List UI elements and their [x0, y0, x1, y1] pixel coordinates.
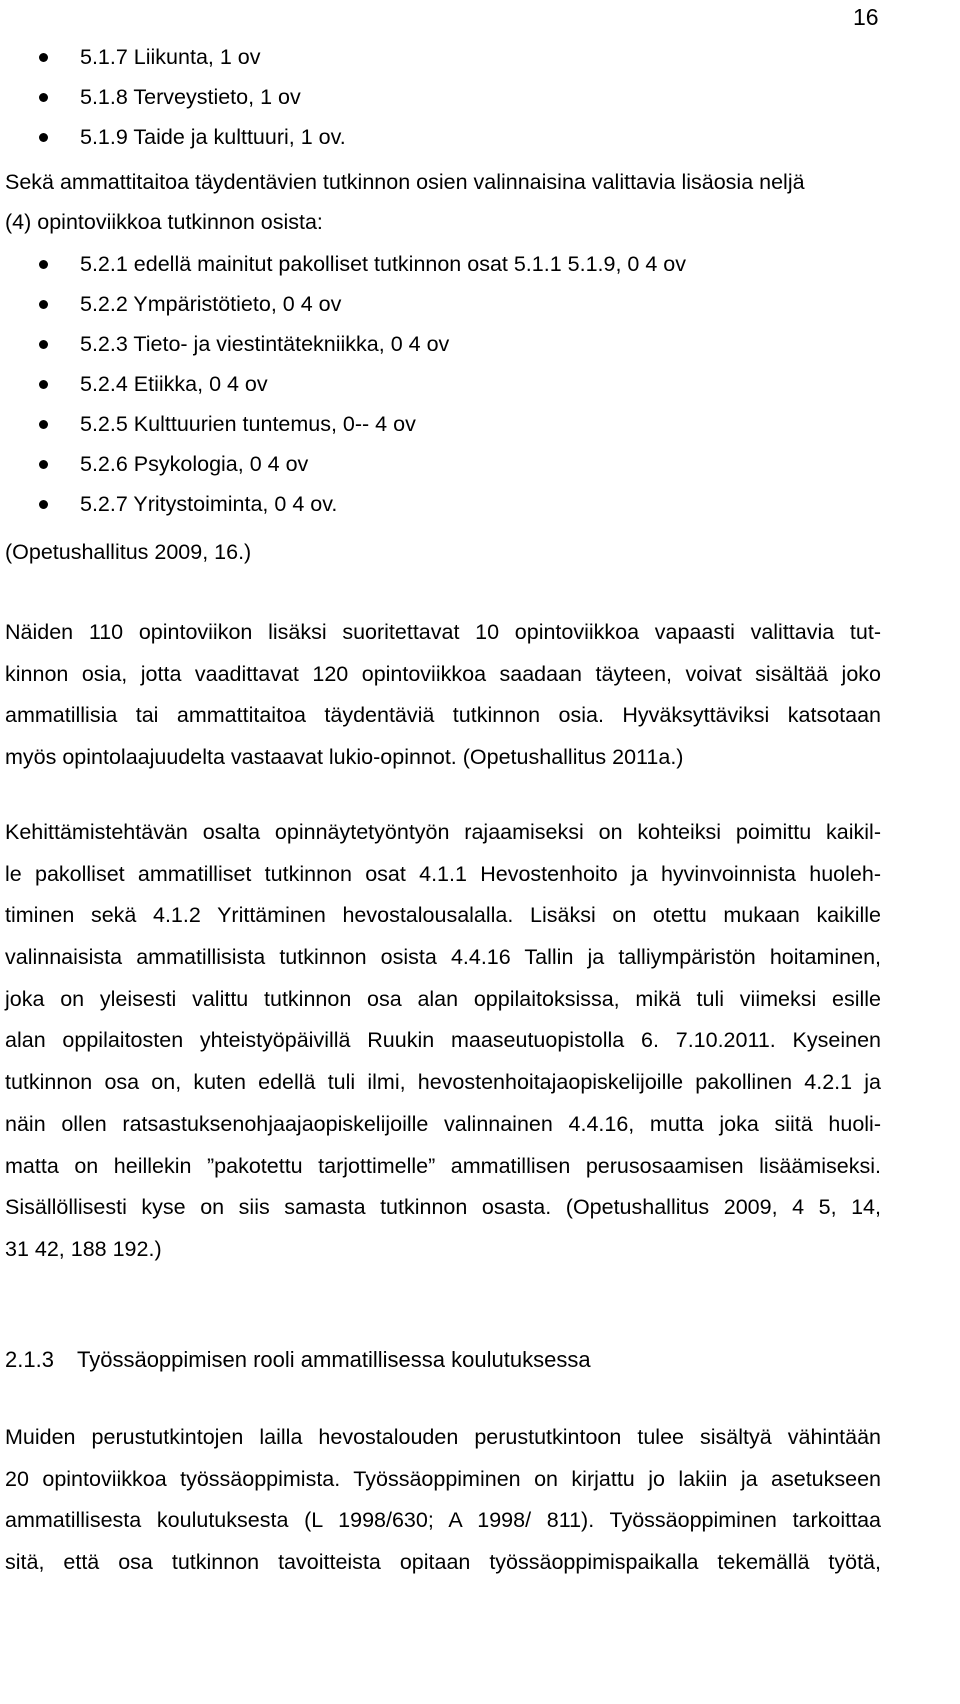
paragraph-line: ammatillisesta koulutuksesta (L 1998/630; A 1998/ 811). Työssäoppiminen tarkoittaa — [5, 1508, 881, 1533]
bullet-icon — [39, 133, 48, 142]
course-list-compulsory — [0, 37, 960, 157]
paragraph-work-learning — [5, 1417, 881, 1584]
paragraph-line: 31 42, 188 192.) — [5, 1236, 162, 1261]
paragraph-line: näin ollen ratsastuksenohjaajaopiskelijoille valinnainen 4.4.16, mutta joka siitä huoli- — [5, 1111, 881, 1136]
list-item: 5.1.9 Taide ja kulttuuri, 1 ov. — [0, 117, 960, 157]
course-list-optional — [0, 244, 960, 524]
paragraph-line: ammatillisia tai ammattitaitoa täydentäviä tutkinnon osia. Hyväksyttäviksi katsotaan — [5, 703, 881, 728]
paragraph-line: le pakolliset ammatilliset tutkinnon osat 4.1.1 Hevostenhoito ja hyvinvoinnista huoleh- — [5, 861, 881, 886]
paragraph-line: valinnaisista ammatillisista tutkinnon osista 4.4.16 Tallin ja talliympäristön hoitaminen, — [5, 945, 881, 970]
section-title: Työssäoppimisen rooli ammatillisessa koulutuksessa — [77, 1347, 591, 1372]
paragraph-line: myös opintolaajuudelta vastaavat lukio-opinnot. (Opetushallitus 2011a.) — [5, 745, 684, 770]
paragraph-line: kinnon osia, jotta vaadittavat 120 opintoviikkoa saadaan täyteen, voivat sisältää joko — [5, 661, 881, 686]
list-item: 5.2.3 Tieto- ja viestintätekniikka, 0 4 ov — [0, 324, 960, 364]
section-number: 2.1.3 — [5, 1347, 54, 1372]
paragraph-line: Sisällöllisesti kyse on siis samasta tutkinnon osasta. (Opetushallitus 2009, 4 5, 14, — [5, 1195, 881, 1220]
bullet-icon — [39, 340, 48, 349]
intro-line: Sekä ammattitaitoa täydentävien tutkinnon osien valinnaisina valittavia lisäosia neljä — [5, 170, 805, 194]
bullet-icon — [39, 500, 48, 509]
paragraph-line: sitä, että osa tutkinnon tavoitteista opitaan työssäoppimispaikalla tekemällä työtä, — [5, 1550, 881, 1575]
paragraph-line: Näiden 110 opintoviikon lisäksi suoritettavat 10 opintoviikkoa vapaasti valittavia tut- — [5, 620, 881, 644]
page-number: 16 — [853, 4, 879, 30]
list-item: 5.1.7 Liikunta, 1 ov — [0, 37, 960, 77]
paragraph-scope — [5, 812, 881, 1271]
list-item: 5.2.1 edellä mainitut pakolliset tutkinnon osat 5.1.1 5.1.9, 0 4 ov — [0, 244, 960, 284]
bullet-icon — [39, 93, 48, 102]
bullet-icon — [39, 260, 48, 269]
list-item: 5.2.6 Psykologia, 0 4 ov — [0, 444, 960, 484]
paragraph-line: joka on yleisesti valittu tutkinnon osa alan oppilaitoksissa, mikä tuli viimeksi esille — [5, 986, 881, 1011]
paragraph-line: 20 opintoviikkoa työssäoppimista. Työssäoppiminen on kirjattu jo lakiin ja asetukseen — [5, 1466, 881, 1491]
paragraph-line: Muiden perustutkintojen lailla hevostalouden perustutkintoon tulee sisältyä vähintään — [5, 1425, 881, 1449]
section-heading — [5, 1344, 591, 1376]
paragraph-line: tutkinnon osa on, kuten edellä tuli ilmi, hevostenhoitajaopiskelijoille pakollinen 4.2.1 ja — [5, 1070, 881, 1095]
paragraph-line: Kehittämistehtävän osalta opinnäytetyöntyön rajaamiseksi on kohteiksi poimittu kaikil- — [5, 820, 881, 844]
intro-line: (4) opintoviikkoa tutkinnon osista: — [5, 210, 323, 234]
list-item: 5.2.5 Kulttuurien tuntemus, 0-- 4 ov — [0, 404, 960, 444]
bullet-icon — [39, 380, 48, 389]
bullet-icon — [39, 300, 48, 309]
paragraph-line: matta on heillekin ”pakotettu tarjottimelle” ammatillisen perusosaamisen lisäämiseksi. — [5, 1153, 881, 1178]
list-item: 5.2.7 Yritystoiminta, 0 4 ov. — [0, 484, 960, 524]
paragraph-line: timinen sekä 4.1.2 Yrittäminen hevostalousalalla. Lisäksi on otettu mukaan kaikille — [5, 903, 881, 928]
list-item: 5.1.8 Terveystieto, 1 ov — [0, 77, 960, 117]
bullet-icon — [39, 53, 48, 62]
bullet-icon — [39, 420, 48, 429]
citation: (Opetushallitus 2009, 16.) — [5, 540, 252, 564]
bullet-icon — [39, 460, 48, 469]
intro-paragraph — [5, 162, 881, 242]
paragraph-electives — [5, 612, 881, 779]
list-item: 5.2.4 Etiikka, 0 4 ov — [0, 364, 960, 404]
list-item: 5.2.2 Ympäristötieto, 0 4 ov — [0, 284, 960, 324]
paragraph-line: alan oppilaitosten yhteistyöpäivillä Ruukin maaseutuopistolla 6. 7.10.2011. Kyseinen — [5, 1028, 881, 1053]
